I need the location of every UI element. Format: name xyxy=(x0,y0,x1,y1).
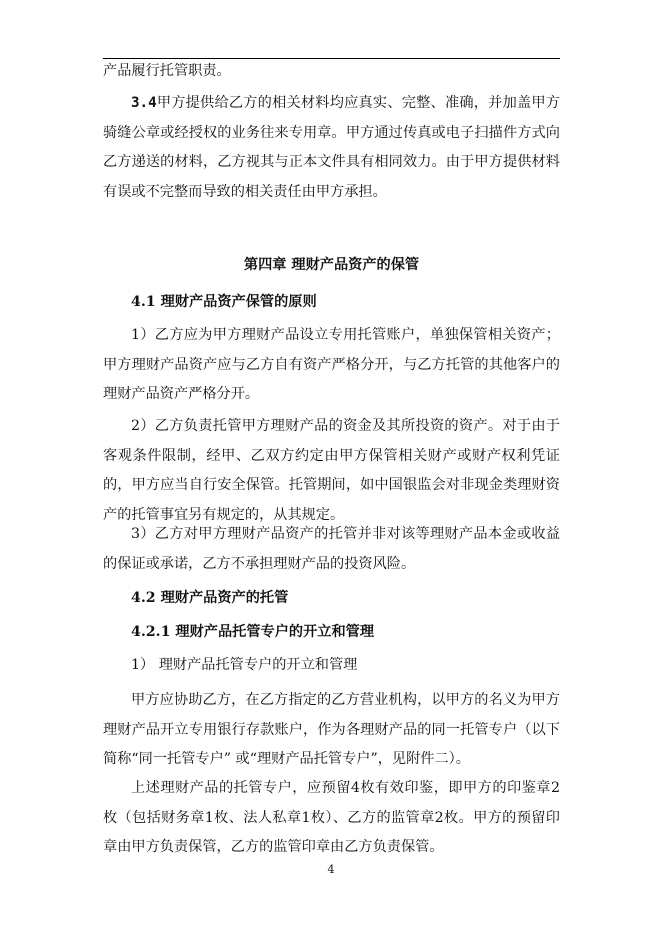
continuation-text: 产品履行托管职责。 xyxy=(103,63,231,79)
section-4-1-item-2: 2）乙方负责托管甲方理财产品的资金及其所投资的资产。对于由于客观条件限制，经甲、乙双方约定由甲方保管相关财产或财产权利凭证的，甲方应当自行安全保管。托管期间，如中国银监会对非现金类理财资产的托管事宜另有规定的，从其规定。 xyxy=(103,418,560,523)
section-4-2-1-heading: 4.2.1 理财产品托管专户的开立和管理 xyxy=(131,624,375,640)
section-4-1-item-3: 3）乙方对甲方理财产品资产的托管并非对该等理财产品本金或收益的保证或承诺，乙方不承担理财产品的投资风险。 xyxy=(103,526,560,572)
chapter-title: 第四章 理财产品资产的保管 xyxy=(243,257,420,273)
clause-3-4-number: 3.4 xyxy=(131,95,157,111)
section-4-2-1-paragraph-2: 上述理财产品的托管专户，应预留4枚有效印鉴，即甲方的印鉴章2枚（包括财务章1枚、法人私章1枚）、乙方的监管章2枚。甲方的预留印章由甲方负责保管，乙方的监管印章由乙方负责保管。 xyxy=(103,780,560,855)
clause-3-4-text: 甲方提供给乙方的相关材料均应真实、完整、准确，并加盖甲方骑缝公章或经授权的业务往来专用章。甲方通过传真或电子扫描件方式向乙方递送的材料，乙方视其与正本文件具有相同效力。由于甲方提供材料有误或不完整而导致的相关责任由甲方承担。 xyxy=(103,95,560,200)
clause-3-4 xyxy=(103,89,560,207)
section-4-2-1-paragraph-1: 甲方应协助乙方，在乙方指定的乙方营业机构，以甲方的名义为甲方理财产品开立专用银行存款账户，作为各理财产品的同一托管专户（以下简称“同一托管专户” 或“理财产品托管专户”，见附件二）。 xyxy=(103,692,560,767)
section-4-1-heading: 4.1 理财产品资产保管的原则 xyxy=(131,294,317,310)
page-number: 4 xyxy=(327,863,335,876)
section-4-2-1-item-1-title: 1） 理财产品托管专户的开立和管理 xyxy=(131,657,358,673)
section-4-1-item-1: 1）乙方应为甲方理财产品设立专用托管账户，单独保管相关资产；甲方理财产品资产应与乙方自有资产严格分开，与乙方托管的其他客户的理财产品资产严格分开。 xyxy=(103,327,560,402)
section-4-2-heading: 4.2 理财产品资产的托管 xyxy=(131,590,289,606)
